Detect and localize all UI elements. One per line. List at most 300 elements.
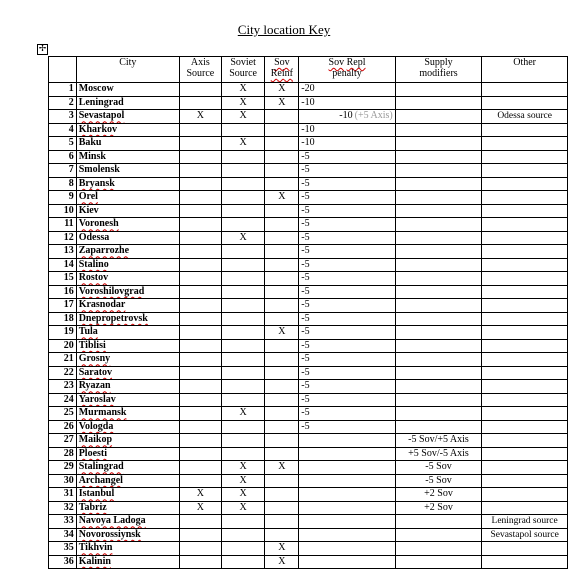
row-number: 31	[49, 488, 77, 502]
table-row	[49, 272, 568, 286]
header-row	[49, 57, 568, 83]
soviet-source-cell	[221, 515, 265, 529]
city-name-text: Stalingrad	[78, 461, 124, 473]
other-cell	[482, 353, 568, 367]
other-cell	[482, 285, 568, 299]
penalty-value: -20	[301, 83, 315, 95]
city-name	[76, 515, 179, 529]
sov-repl-penalty-cell	[299, 137, 395, 151]
city-key-table	[48, 56, 568, 569]
sov-repl-penalty-cell	[299, 474, 395, 488]
document-title: City location Key	[237, 22, 331, 37]
city-name	[76, 339, 179, 353]
axis-source-cell	[179, 312, 221, 326]
city-name-text: Krasnodar	[78, 299, 126, 311]
soviet-source-cell: X	[221, 137, 265, 151]
supply-modifier-cell	[395, 555, 481, 569]
sov-repl-penalty-cell	[299, 528, 395, 542]
other-cell	[482, 542, 568, 556]
city-name-text: Voroshilovgrad	[78, 285, 145, 297]
soviet-source-cell	[221, 555, 265, 569]
other-cell	[482, 461, 568, 475]
table-row	[49, 258, 568, 272]
soviet-source-cell: X	[221, 407, 265, 421]
sov-repl-penalty-cell	[299, 177, 395, 191]
row-number: 25	[49, 407, 77, 421]
supply-modifier-cell	[395, 542, 481, 556]
sov-reinf-cell	[265, 312, 299, 326]
sov-repl-penalty-cell	[299, 447, 395, 461]
soviet-source-cell	[221, 447, 265, 461]
supply-modifier-cell	[395, 447, 481, 461]
city-name	[76, 299, 179, 313]
city-name-text: Saratov	[78, 366, 113, 378]
penalty-value: -5	[301, 272, 310, 284]
city-name	[76, 380, 179, 394]
penalty-value: -5	[301, 299, 310, 311]
soviet-source-cell: X	[221, 83, 265, 97]
city-name-text: Minsk	[78, 150, 106, 162]
sov-repl-penalty-cell	[299, 164, 395, 178]
city-name	[76, 542, 179, 556]
sov-reinf-cell	[265, 110, 299, 124]
city-name-text: Voronesh	[78, 218, 119, 230]
soviet-source-cell	[221, 339, 265, 353]
soviet-source-cell	[221, 528, 265, 542]
sov-reinf-cell	[265, 177, 299, 191]
header-soviet-source: Soviet Source	[221, 57, 265, 83]
row-number: 35	[49, 542, 77, 556]
city-name	[76, 312, 179, 326]
axis-source-cell	[179, 542, 221, 556]
row-number: 33	[49, 515, 77, 529]
penalty-value: -5	[301, 353, 310, 365]
other-cell	[482, 555, 568, 569]
sov-reinf-cell: X	[265, 191, 299, 205]
penalty-value: -5	[301, 326, 310, 338]
city-name	[76, 272, 179, 286]
penalty-value: -5	[301, 258, 310, 270]
supply-modifier-cell	[395, 83, 481, 97]
city-name-text: Smolensk	[78, 164, 120, 176]
supply-modifier-cell	[395, 245, 481, 259]
city-name	[76, 245, 179, 259]
sov-repl-penalty-cell	[299, 231, 395, 245]
soviet-source-cell: X	[221, 461, 265, 475]
soviet-source-cell	[221, 285, 265, 299]
row-number: 19	[49, 326, 77, 340]
penalty-value: -5	[301, 285, 310, 297]
penalty-value: -5	[301, 150, 310, 162]
supply-modifier-cell	[395, 299, 481, 313]
axis-source-cell	[179, 407, 221, 421]
table-row	[49, 123, 568, 137]
penalty-value: -5	[301, 191, 310, 203]
header-city: City	[76, 57, 179, 83]
table-row	[49, 393, 568, 407]
soviet-source-cell	[221, 420, 265, 434]
supply-modifier-cell	[395, 474, 481, 488]
row-number: 12	[49, 231, 77, 245]
other-cell	[482, 339, 568, 353]
header-axis-source: Axis Source	[179, 57, 221, 83]
soviet-source-cell	[221, 258, 265, 272]
other-cell	[482, 96, 568, 110]
city-name-text: Tikhvin	[78, 542, 113, 554]
header-other: Other	[482, 57, 568, 83]
city-name-text: Tabriz	[78, 501, 107, 513]
row-number: 1	[49, 83, 77, 97]
axis-source-cell	[179, 137, 221, 151]
sov-repl-penalty-cell	[299, 407, 395, 421]
table-row	[49, 177, 568, 191]
supply-modifier-cell	[395, 434, 481, 448]
supply-modifier-cell	[395, 326, 481, 340]
city-name	[76, 555, 179, 569]
table-row	[49, 488, 568, 502]
supply-modifier-value: -5 Sov	[425, 461, 452, 473]
city-name-text: Kiev	[78, 204, 99, 216]
sov-repl-penalty-cell	[299, 245, 395, 259]
row-number: 15	[49, 272, 77, 286]
table-row	[49, 353, 568, 367]
supply-modifier-cell	[395, 407, 481, 421]
supply-modifier-cell	[395, 218, 481, 232]
table-move-handle-icon[interactable]: ✢	[38, 44, 47, 54]
supply-modifier-cell	[395, 501, 481, 515]
supply-modifier-cell	[395, 488, 481, 502]
sov-reinf-cell	[265, 231, 299, 245]
city-name-text: Stalino	[78, 258, 109, 270]
table-row	[49, 474, 568, 488]
table-row	[49, 434, 568, 448]
sov-reinf-cell: X	[265, 326, 299, 340]
sov-repl-penalty-cell	[299, 501, 395, 515]
sov-reinf-cell: X	[265, 96, 299, 110]
penalty-value: -5	[301, 245, 310, 257]
city-name-text: Odessa	[78, 231, 110, 243]
table-row	[49, 501, 568, 515]
table-row	[49, 231, 568, 245]
axis-source-cell	[179, 83, 221, 97]
penalty-value: -5	[301, 339, 310, 351]
city-name	[76, 326, 179, 340]
supply-modifier-cell	[395, 420, 481, 434]
table-row	[49, 380, 568, 394]
supply-modifier-value: +2 Sov	[424, 488, 453, 500]
soviet-source-cell	[221, 204, 265, 218]
city-name	[76, 461, 179, 475]
supply-modifier-value: -5 Sov/+5 Axis	[408, 434, 469, 446]
city-name	[76, 191, 179, 205]
city-name	[76, 204, 179, 218]
supply-modifier-cell	[395, 177, 481, 191]
soviet-source-cell	[221, 353, 265, 367]
penalty-value: -5	[301, 177, 310, 189]
penalty-value: -5	[301, 312, 310, 324]
supply-modifier-cell	[395, 339, 481, 353]
sov-reinf-cell	[265, 150, 299, 164]
other-cell	[482, 326, 568, 340]
other-cell: Sevastapol source	[482, 528, 568, 542]
other-cell	[482, 177, 568, 191]
sov-repl-penalty-cell	[299, 110, 395, 124]
supply-modifier-cell	[395, 515, 481, 529]
city-name	[76, 353, 179, 367]
row-number: 28	[49, 447, 77, 461]
city-name-text: Yaroslav	[78, 393, 116, 405]
sov-reinf-cell	[265, 447, 299, 461]
sov-repl-penalty-cell	[299, 299, 395, 313]
soviet-source-cell	[221, 299, 265, 313]
row-number: 34	[49, 528, 77, 542]
row-number: 6	[49, 150, 77, 164]
supply-modifier-cell	[395, 258, 481, 272]
sov-reinf-cell	[265, 258, 299, 272]
axis-source-cell	[179, 366, 221, 380]
soviet-source-cell	[221, 245, 265, 259]
sov-reinf-cell: X	[265, 555, 299, 569]
city-name-text: Kalinin	[78, 555, 111, 567]
axis-source-cell: X	[179, 110, 221, 124]
city-name-text: Novorossiynsk	[78, 528, 141, 540]
sov-repl-penalty-cell	[299, 488, 395, 502]
axis-source-cell	[179, 434, 221, 448]
city-name	[76, 231, 179, 245]
city-name-text: Tiblisi	[78, 339, 106, 351]
supply-modifier-value: +5 Sov/-5 Axis	[408, 447, 469, 459]
supply-modifier-cell	[395, 164, 481, 178]
sov-repl-penalty-cell	[299, 123, 395, 137]
sov-reinf-cell	[265, 204, 299, 218]
sov-reinf-cell	[265, 366, 299, 380]
penalty-value: -5	[301, 380, 310, 392]
axis-source-cell	[179, 420, 221, 434]
sov-reinf-cell: X	[265, 83, 299, 97]
supply-modifier-value: -5 Sov	[425, 474, 452, 486]
city-name-text: Tula	[78, 326, 98, 338]
sov-repl-penalty-cell	[299, 326, 395, 340]
supply-modifier-cell	[395, 137, 481, 151]
other-cell	[482, 407, 568, 421]
other-cell	[482, 258, 568, 272]
supply-modifier-cell	[395, 461, 481, 475]
table-row	[49, 312, 568, 326]
table-row	[49, 285, 568, 299]
city-name-text: Rostov	[78, 272, 109, 284]
penalty-value: -5	[301, 204, 310, 216]
row-number: 36	[49, 555, 77, 569]
sov-repl-penalty-cell	[299, 434, 395, 448]
sov-repl-penalty-cell	[299, 339, 395, 353]
supply-modifier-cell	[395, 204, 481, 218]
table-row	[49, 515, 568, 529]
row-number: 24	[49, 393, 77, 407]
sov-repl-penalty-cell	[299, 380, 395, 394]
supply-modifier-cell	[395, 353, 481, 367]
soviet-source-cell	[221, 191, 265, 205]
axis-source-cell	[179, 326, 221, 340]
city-name-text: Maikop	[78, 434, 113, 446]
supply-modifier-cell	[395, 312, 481, 326]
row-number: 11	[49, 218, 77, 232]
axis-source-cell	[179, 339, 221, 353]
city-name-text: Orel	[78, 191, 98, 203]
header-number	[49, 57, 77, 83]
city-name-text: Leningrad	[78, 96, 124, 108]
soviet-source-cell: X	[221, 110, 265, 124]
other-cell	[482, 204, 568, 218]
sov-reinf-cell	[265, 164, 299, 178]
other-cell	[482, 299, 568, 313]
table-row	[49, 245, 568, 259]
row-number: 27	[49, 434, 77, 448]
row-number: 21	[49, 353, 77, 367]
table-row	[49, 326, 568, 340]
city-name-text: Grosny	[78, 353, 111, 365]
table-row	[49, 420, 568, 434]
row-number: 22	[49, 366, 77, 380]
soviet-source-cell	[221, 218, 265, 232]
axis-source-cell	[179, 393, 221, 407]
axis-source-cell	[179, 515, 221, 529]
soviet-source-cell: X	[221, 474, 265, 488]
sov-reinf-cell	[265, 528, 299, 542]
axis-source-cell	[179, 474, 221, 488]
other-cell	[482, 191, 568, 205]
other-cell	[482, 123, 568, 137]
city-name	[76, 258, 179, 272]
city-name	[76, 110, 179, 124]
supply-modifier-cell	[395, 285, 481, 299]
sov-repl-penalty-cell	[299, 420, 395, 434]
axis-source-cell	[179, 353, 221, 367]
penalty-extra-note: (+5 Axis)	[354, 110, 393, 122]
penalty-value: -5	[301, 407, 310, 419]
penalty-value: -5	[301, 366, 310, 378]
table-row	[49, 461, 568, 475]
other-cell	[482, 83, 568, 97]
city-name-text: Zaparrozhe	[78, 245, 130, 257]
row-number: 14	[49, 258, 77, 272]
axis-source-cell	[179, 461, 221, 475]
soviet-source-cell: X	[221, 96, 265, 110]
axis-source-cell	[179, 380, 221, 394]
axis-source-cell	[179, 191, 221, 205]
axis-source-cell	[179, 177, 221, 191]
row-number: 7	[49, 164, 77, 178]
axis-source-cell	[179, 96, 221, 110]
sov-repl-penalty-cell	[299, 542, 395, 556]
sov-repl-penalty-cell	[299, 515, 395, 529]
city-name	[76, 420, 179, 434]
sov-reinf-cell: X	[265, 542, 299, 556]
other-cell	[482, 150, 568, 164]
other-cell	[482, 366, 568, 380]
row-number: 30	[49, 474, 77, 488]
soviet-source-cell	[221, 434, 265, 448]
supply-modifier-cell	[395, 150, 481, 164]
row-number: 5	[49, 137, 77, 151]
sov-repl-penalty-cell	[299, 366, 395, 380]
axis-source-cell	[179, 447, 221, 461]
table-row	[49, 96, 568, 110]
sov-reinf-cell	[265, 407, 299, 421]
row-number: 32	[49, 501, 77, 515]
other-cell	[482, 137, 568, 151]
sov-reinf-cell	[265, 299, 299, 313]
sov-repl-penalty-cell	[299, 272, 395, 286]
city-name-text: Baku	[78, 137, 102, 149]
sov-reinf-cell	[265, 137, 299, 151]
axis-source-cell	[179, 555, 221, 569]
table-row	[49, 366, 568, 380]
row-number: 2	[49, 96, 77, 110]
table-row	[49, 137, 568, 151]
sov-repl-penalty-cell	[299, 461, 395, 475]
other-cell	[482, 393, 568, 407]
soviet-source-cell: X	[221, 501, 265, 515]
table-row	[49, 150, 568, 164]
header-supply-modifiers: Supply modifiers	[395, 57, 481, 83]
table-row	[49, 299, 568, 313]
sov-repl-penalty-cell	[299, 96, 395, 110]
city-name	[76, 137, 179, 151]
penalty-value: -5	[301, 420, 310, 432]
row-number: 4	[49, 123, 77, 137]
soviet-source-cell	[221, 123, 265, 137]
city-name	[76, 434, 179, 448]
sov-reinf-cell	[265, 488, 299, 502]
soviet-source-cell: X	[221, 231, 265, 245]
axis-source-cell	[179, 258, 221, 272]
soviet-source-cell	[221, 164, 265, 178]
other-cell	[482, 218, 568, 232]
axis-source-cell	[179, 204, 221, 218]
city-name	[76, 164, 179, 178]
other-cell	[482, 231, 568, 245]
axis-source-cell	[179, 528, 221, 542]
penalty-value: -10	[301, 137, 315, 149]
sov-reinf-cell	[265, 393, 299, 407]
sov-repl-penalty-cell	[299, 285, 395, 299]
penalty-value: -10	[301, 123, 315, 135]
row-number: 29	[49, 461, 77, 475]
row-number: 26	[49, 420, 77, 434]
supply-modifier-cell	[395, 380, 481, 394]
axis-source-cell	[179, 150, 221, 164]
sov-reinf-cell	[265, 474, 299, 488]
sov-repl-penalty-cell	[299, 555, 395, 569]
supply-modifier-value: +2 Sov	[424, 501, 453, 513]
axis-source-cell	[179, 285, 221, 299]
sov-repl-penalty-cell	[299, 150, 395, 164]
city-name	[76, 96, 179, 110]
other-cell	[482, 501, 568, 515]
other-cell	[482, 420, 568, 434]
other-cell	[482, 245, 568, 259]
other-cell	[482, 272, 568, 286]
table-row	[49, 542, 568, 556]
supply-modifier-cell	[395, 191, 481, 205]
soviet-source-cell	[221, 542, 265, 556]
city-name-text: Istanbul	[78, 488, 115, 500]
row-number: 16	[49, 285, 77, 299]
city-name	[76, 407, 179, 421]
sov-repl-penalty-cell	[299, 258, 395, 272]
city-name	[76, 123, 179, 137]
city-name-text: Ryazan	[78, 380, 111, 392]
